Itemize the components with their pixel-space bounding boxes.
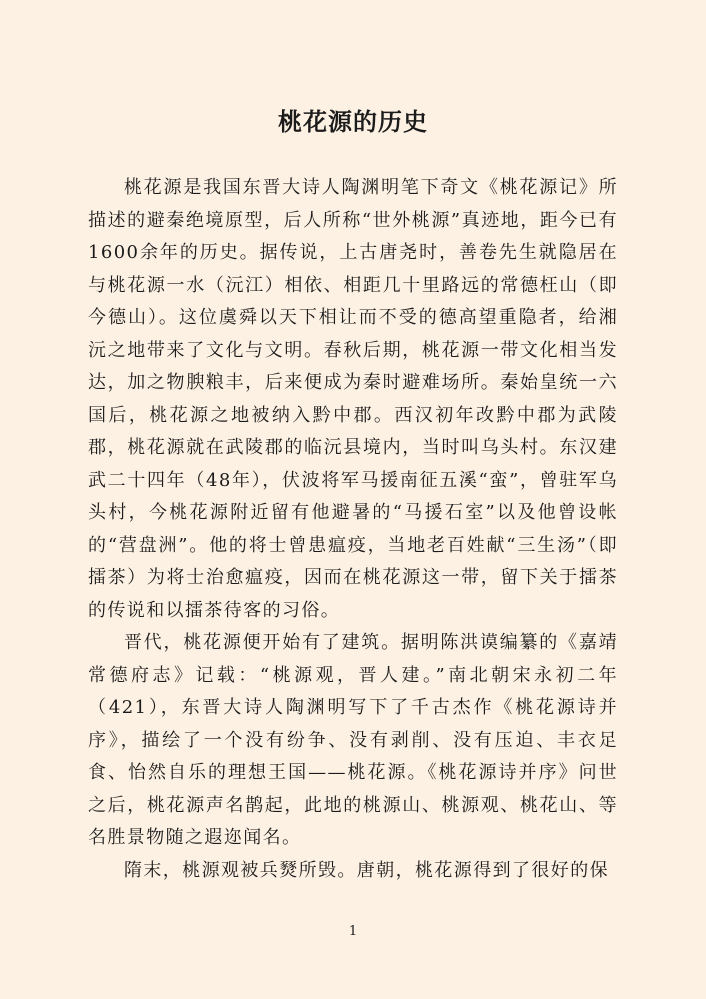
document-title: 桃花源的历史 bbox=[278, 107, 428, 136]
paragraph: 隋末，桃源观被兵燹所毁。唐朝，桃花源得到了很好的保 bbox=[124, 859, 609, 881]
paragraph: 晋代，桃花源便开始有了建筑。据明陈洪谟编纂的《嘉靖常德府志》记载：“桃源观，晋人建。”南北朝宋永初二年（421），东晋大诗人陶渊明写下了千古杰作《桃花源诗并序》，描绘了一个没有纷争、没有剥削、没有压迫、丰衣足食、怡然自乐的理想王国——桃花源。《桃花源诗并序》问世之后，桃花源声名鹊起，此地的桃源山、桃源观、桃花山、等名胜景物随之遐迩闻名。 bbox=[88, 632, 618, 848]
page-number: 1 bbox=[348, 924, 358, 939]
paragraph: 桃花源是我国东晋大诗人陶渊明笔下奇文《桃花源记》所描述的避秦绝境原型，后人所称“世外桃源”真迹地，距今已有1600余年的历史。据传说，上古唐尧时，善卷先生就隐居在与桃花源一水（沅江）相依、相距几十里路远的常德枉山（即今德山）。这位虞舜以天下相让而不受的德高望重隐者，给湘沅之地带来了文化与文明。春秋后期，桃花源一带文化相当发达，加之物腴粮丰，后来便成为秦时避难场所。秦始皇统一六国后，桃花源之地被纳入黔中郡。西汉初年改黔中郡为武陵郡，桃花源就在武陵郡的临沅县境内，当时叫乌头村。东汉建武二十四年（48年），伏波将军马援南征五溪“蛮”，曾驻军乌头村，今桃花源附近留有他避暑的“马援石室”以及他曾设帐的“营盘洲”。他的将士曾患瘟疫，当地老百姓献“三生汤”（即擂茶）为将士治愈瘟疫，因而在桃花源这一带，留下关于擂茶的传说和以擂茶待客的习俗。 bbox=[88, 177, 618, 621]
document-body bbox=[88, 172, 618, 887]
